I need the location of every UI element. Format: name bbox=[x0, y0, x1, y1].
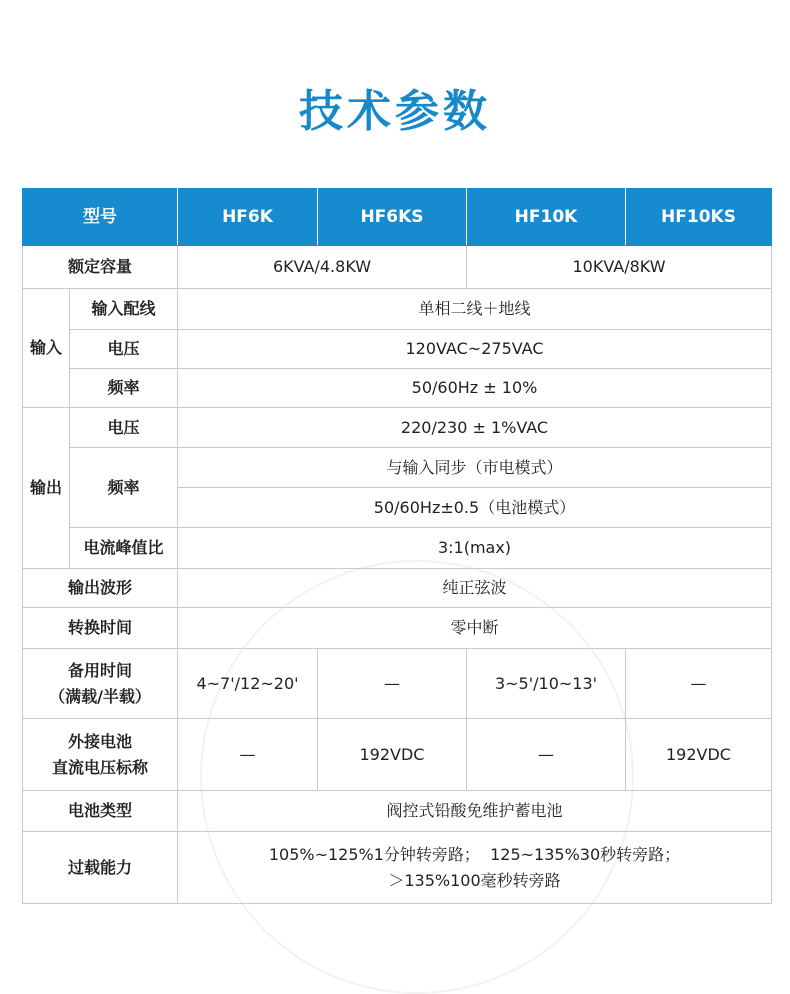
table-row bbox=[23, 369, 772, 408]
page-title: 技术参数 bbox=[299, 86, 491, 137]
table-row bbox=[23, 832, 772, 904]
overload-value-line1: 105%~125%1分钟转旁路； 125~135%30秒转旁路； bbox=[268, 844, 681, 864]
input-voltage-value: 120VAC~275VAC bbox=[178, 330, 772, 369]
table-row bbox=[23, 330, 772, 369]
table-row bbox=[23, 528, 772, 569]
output-group-label: 输出 bbox=[23, 408, 70, 569]
external-battery-hf10ks: 192VDC bbox=[626, 719, 772, 791]
transfer-time-label: 转换时间 bbox=[23, 608, 178, 649]
battery-type-value: 阀控式铅酸免维护蓄电池 bbox=[178, 791, 772, 832]
output-voltage-value: 220/230 ± 1%VAC bbox=[178, 408, 772, 448]
output-frequency-battery: 50/60Hz±0.5（电池模式） bbox=[178, 488, 772, 528]
external-battery-label bbox=[23, 719, 178, 791]
battery-type-label: 电池类型 bbox=[23, 791, 178, 832]
spec-table bbox=[22, 188, 772, 904]
table-row bbox=[23, 608, 772, 649]
header-model-hf10k: HF10K bbox=[467, 189, 626, 246]
rated-capacity-label: 额定容量 bbox=[23, 246, 178, 289]
transfer-time-value: 零中断 bbox=[178, 608, 772, 649]
table-row bbox=[23, 649, 772, 719]
table-row bbox=[23, 408, 772, 448]
table-row bbox=[23, 569, 772, 608]
header-model-hf6ks: HF6KS bbox=[318, 189, 467, 246]
input-wiring-value: 单相二线＋地线 bbox=[178, 289, 772, 330]
table-header-row bbox=[23, 189, 772, 246]
backup-time-hf6k: 4~7'/12~20' bbox=[178, 649, 318, 719]
waveform-value: 纯正弦波 bbox=[178, 569, 772, 608]
backup-time-hf10ks: — bbox=[626, 649, 772, 719]
external-battery-label-line2: 直流电压标称 bbox=[51, 757, 148, 777]
output-frequency-mains: 与输入同步（市电模式） bbox=[178, 448, 772, 488]
output-peak-ratio-label: 电流峰值比 bbox=[70, 528, 178, 569]
rated-capacity-10k: 10KVA/8KW bbox=[467, 246, 772, 289]
table-row bbox=[23, 448, 772, 488]
backup-time-hf10k: 3~5'/10~13' bbox=[467, 649, 626, 719]
backup-time-label-line1: 备用时间 bbox=[67, 660, 132, 680]
input-voltage-label: 电压 bbox=[70, 330, 178, 369]
external-battery-hf10k: — bbox=[467, 719, 626, 791]
input-group-label: 输入 bbox=[23, 289, 70, 408]
input-frequency-label: 频率 bbox=[70, 369, 178, 408]
table-row bbox=[23, 246, 772, 289]
output-peak-ratio-value: 3:1(max) bbox=[178, 528, 772, 569]
table-row bbox=[23, 791, 772, 832]
table-row bbox=[23, 289, 772, 330]
waveform-label: 输出波形 bbox=[23, 569, 178, 608]
output-voltage-label: 电压 bbox=[70, 408, 178, 448]
table-row bbox=[23, 719, 772, 791]
overload-label: 过载能力 bbox=[23, 832, 178, 904]
backup-time-hf6ks: — bbox=[318, 649, 467, 719]
header-model-hf6k: HF6K bbox=[178, 189, 318, 246]
input-wiring-label: 输入配线 bbox=[70, 289, 178, 330]
header-model-label: 型号 bbox=[23, 189, 178, 246]
overload-value-line2: ＞135%100毫秒转旁路 bbox=[388, 870, 561, 890]
overload-value bbox=[178, 832, 772, 904]
backup-time-label-line2: （满载/半载） bbox=[49, 686, 151, 706]
rated-capacity-6k: 6KVA/4.8KW bbox=[178, 246, 467, 289]
input-frequency-value: 50/60Hz ± 10% bbox=[178, 369, 772, 408]
header-model-hf10ks: HF10KS bbox=[626, 189, 772, 246]
output-frequency-label: 频率 bbox=[70, 448, 178, 528]
external-battery-hf6k: — bbox=[178, 719, 318, 791]
external-battery-label-line1: 外接电池 bbox=[67, 731, 132, 751]
backup-time-label bbox=[23, 649, 178, 719]
external-battery-hf6ks: 192VDC bbox=[318, 719, 467, 791]
